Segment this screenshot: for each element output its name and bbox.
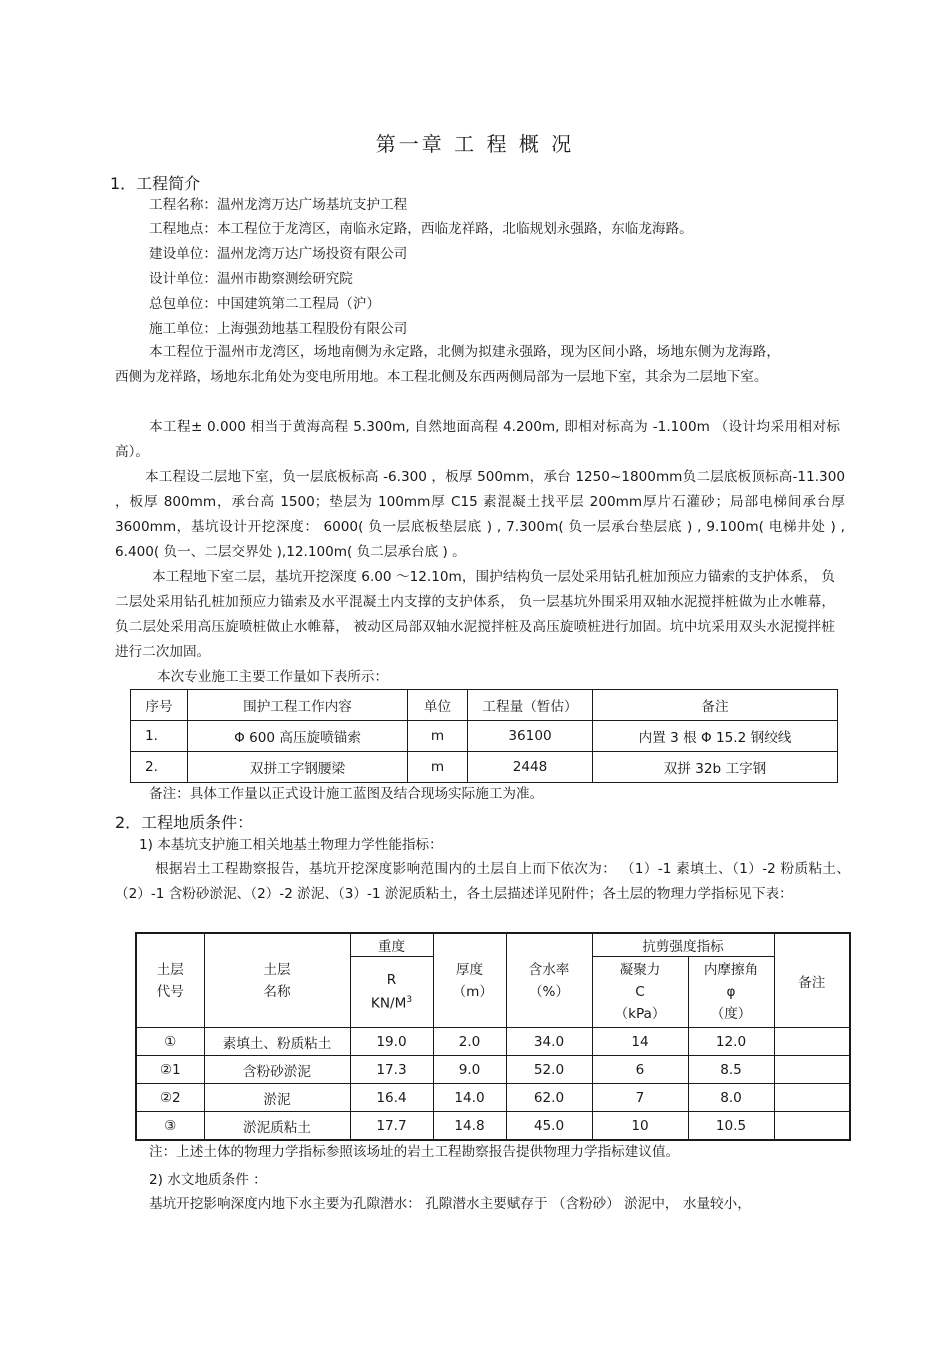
table-cell: 45.0 [506, 1112, 592, 1141]
table-cell: m [408, 721, 468, 752]
table-cell: 12.0 [688, 1028, 774, 1056]
table-cell: ③ [136, 1112, 204, 1141]
workload-table-intro: 本次专业施工主要工作量如下表所示： [157, 669, 389, 685]
table-header-row [136, 933, 850, 957]
header-cell: 备注 [593, 690, 838, 721]
soil-paragraph: 根据岩土工程勘察报告，基坑开挖深度影响范围内的土层自上而下依次为： （1）-1 素填土、（1）-2 粉质粘土、（2）-1 含粉砂淤泥、（2）-2 淤泥、（3）-1 淤泥质粘土，各土层描述详见附件；各土层的物理力学指标见下表： [115, 861, 850, 902]
table-cell: 双拼工字钢腰梁 [188, 752, 408, 783]
table-cell [774, 1112, 850, 1141]
table-cell: 内置 3 根 Φ 15.2 钢绞线 [593, 721, 838, 752]
table-cell: 10 [592, 1112, 688, 1141]
table-cell: 9.0 [433, 1056, 506, 1084]
table-cell: ① [136, 1028, 204, 1056]
table-row [131, 721, 838, 752]
header-label: 土层名称 [263, 961, 291, 1000]
info-general-contractor: 总包单位：中国建筑第二工程局（沪） [149, 296, 381, 312]
header-shear-strength: 抗剪强度指标 [592, 933, 774, 957]
table-cell: 含粉砂淤泥 [204, 1056, 350, 1084]
table-cell: 淤泥 [204, 1084, 350, 1112]
table-cell [774, 1028, 850, 1056]
table-cell [774, 1056, 850, 1084]
table-cell: ②2 [136, 1084, 204, 1112]
table-cell: Φ 600 高压旋喷锚索 [188, 721, 408, 752]
header-soil-name [204, 933, 350, 1028]
table-row [136, 1084, 850, 1112]
overview-paragraph-2: 本工程± 0.000 相当于黄海高程 5.300m, 自然地面高程 4.200m, 即相对标高为 -1.100m （设计均采用相对标高）。 [115, 419, 840, 460]
header-unit-weight: 重度 [350, 933, 433, 957]
info-project-location: 工程地点：本工程位于龙湾区，南临永定路，西临龙祥路，北临规划永强路，东临龙海路。 [149, 221, 693, 237]
table-cell: 17.3 [350, 1056, 433, 1084]
info-designer: 设计单位：温州市勘察测绘研究院 [149, 271, 353, 287]
table-cell: 7 [592, 1084, 688, 1112]
table-cell: 8.5 [688, 1056, 774, 1084]
header-water-content [506, 933, 592, 1028]
table-cell: 2.0 [433, 1028, 506, 1056]
header-label: C [635, 984, 645, 1000]
table-row [131, 752, 838, 783]
info-project-name: 工程名称：温州龙湾万达广场基坑支护工程 [149, 197, 408, 213]
overview-paragraph-3: 本工程设二层地下室，负一层底板标高 -6.300 ，板厚 500mm，承台 1250~1800mm负二层底板顶标高-11.300 ，板厚 800mm，承台高 1500；垫层为 100mm厚 C15 素混凝土找平层 200mm厚片石灌砂；局部电梯间承台厚 3600mm，基坑设计开挖深度： 6000( 负一层底板垫层底 ) , 7.300m( 负一层承台垫层底 ) , 9.100m( 电梯井处 ) , 6.400( 负一、二层交界处 ),12.100m( 负二层承台底 ) 。 [115, 469, 845, 560]
table-row [136, 1056, 850, 1084]
unit-text: KN/M [370, 995, 407, 1012]
header-label: 厚度（m） [452, 961, 493, 1000]
soil-properties-table [135, 932, 851, 1141]
table-cell: 62.0 [506, 1084, 592, 1112]
header-cohesion [592, 957, 688, 1028]
workload-table [130, 689, 838, 783]
table-cell: 52.0 [506, 1056, 592, 1084]
header-friction-angle [688, 957, 774, 1028]
table-row [136, 1112, 850, 1141]
header-remarks: 备注 [774, 933, 850, 1028]
table-cell: 14 [592, 1028, 688, 1056]
table-cell: 34.0 [506, 1028, 592, 1056]
table-cell: 19.0 [350, 1028, 433, 1056]
header-thickness [433, 933, 506, 1028]
unit-exponent: 3 [406, 995, 413, 1006]
header-label: 土层代号 [156, 961, 184, 1000]
table-cell: 素填土、粉质粘土 [204, 1028, 350, 1056]
header-cell: 围护工程工作内容 [188, 690, 408, 721]
table-cell: 36100 [468, 721, 593, 752]
table-cell: 17.7 [350, 1112, 433, 1141]
workload-note: 备注：具体工作量以正式设计施工蓝图及结合现场实际施工为准。 [149, 786, 544, 802]
section2-heading: 2．工程地质条件： [115, 813, 254, 832]
chapter-title: 第一章 工 程 概 况 [375, 132, 575, 156]
hydro-paragraph: 基坑开挖影响深度内地下水主要为孔隙潜水： 孔隙潜水主要赋存于 （含粉砂） 淤泥中， 水量较小， [149, 1196, 751, 1212]
hydro-subheading: 2) 水文地质条件 ： [149, 1172, 267, 1188]
header-label: 凝聚力 [619, 962, 661, 978]
header-label: 含水率（%） [528, 961, 570, 1000]
table-cell: ②1 [136, 1056, 204, 1084]
table-cell: 8.0 [688, 1084, 774, 1112]
table-cell: 2448 [468, 752, 593, 783]
table-cell: 14.8 [433, 1112, 506, 1141]
table-cell: 淤泥质粘土 [204, 1112, 350, 1141]
soil-table-note: 注：上述土体的物理力学指标参照该场址的岩土工程勘察报告提供物理力学指标建议值。 [149, 1144, 680, 1160]
header-unit-weight-symbol [350, 957, 433, 1028]
table-row [136, 1028, 850, 1056]
table-cell: 1. [131, 721, 188, 752]
header-cell: 单位 [408, 690, 468, 721]
info-owner: 建设单位：温州龙湾万达广场投资有限公司 [149, 246, 408, 262]
table-cell: 14.0 [433, 1084, 506, 1112]
table-cell: 6 [592, 1056, 688, 1084]
overview-paragraph-4: 本工程地下室二层，基坑开挖深度 6.00 ～12.10m，围护结构负一层处采用钻孔桩加预应力锚索的支护体系， 负二层处采用钻孔桩加预应力锚索及水平混凝土内支撑的支护体系， 负一层基坑外围采用双轴水泥搅拌桩做为止水帷幕， 负二层处采用高压旋喷桩做止水帷幕， 被动区局部双轴水泥搅拌桩及高压旋喷桩进行加固。坑中坑采用双头水泥搅拌桩进行二次加固。 [115, 569, 835, 660]
header-unit: （度） [710, 1006, 752, 1022]
header-cell: 序号 [131, 690, 188, 721]
header-unit: （kPa） [614, 1006, 666, 1022]
table-cell: 10.5 [688, 1112, 774, 1141]
overview-paragraph-1: 本工程位于温州市龙湾区，场地南侧为永定路，北侧为拟建永强路，现为区间小路，场地东侧为龙海路，西侧为龙祥路，场地东北角处为变电所用地。本工程北侧及东西两侧局部为一层地下室，其余为二层地下室。 [115, 344, 780, 385]
header-soil-code [136, 933, 204, 1028]
info-constructor: 施工单位：上海强劲地基工程股份有限公司 [149, 321, 408, 337]
soil-subheading: 1) 本基坑支护施工相关地基土物理力学性能指标： [139, 837, 443, 853]
header-label: φ [726, 984, 736, 1000]
header-unit [351, 990, 433, 1014]
header-label: 内摩擦角 [703, 962, 759, 978]
table-cell: m [408, 752, 468, 783]
table-cell: 双拼 32b 工字钢 [593, 752, 838, 783]
header-label: R [386, 972, 397, 989]
table-cell: 2. [131, 752, 188, 783]
table-header-row [131, 690, 838, 721]
table-cell [774, 1084, 850, 1112]
section1-heading: 1．工程简介 [110, 174, 201, 193]
table-cell: 16.4 [350, 1084, 433, 1112]
header-cell: 工程量（暂估） [468, 690, 593, 721]
